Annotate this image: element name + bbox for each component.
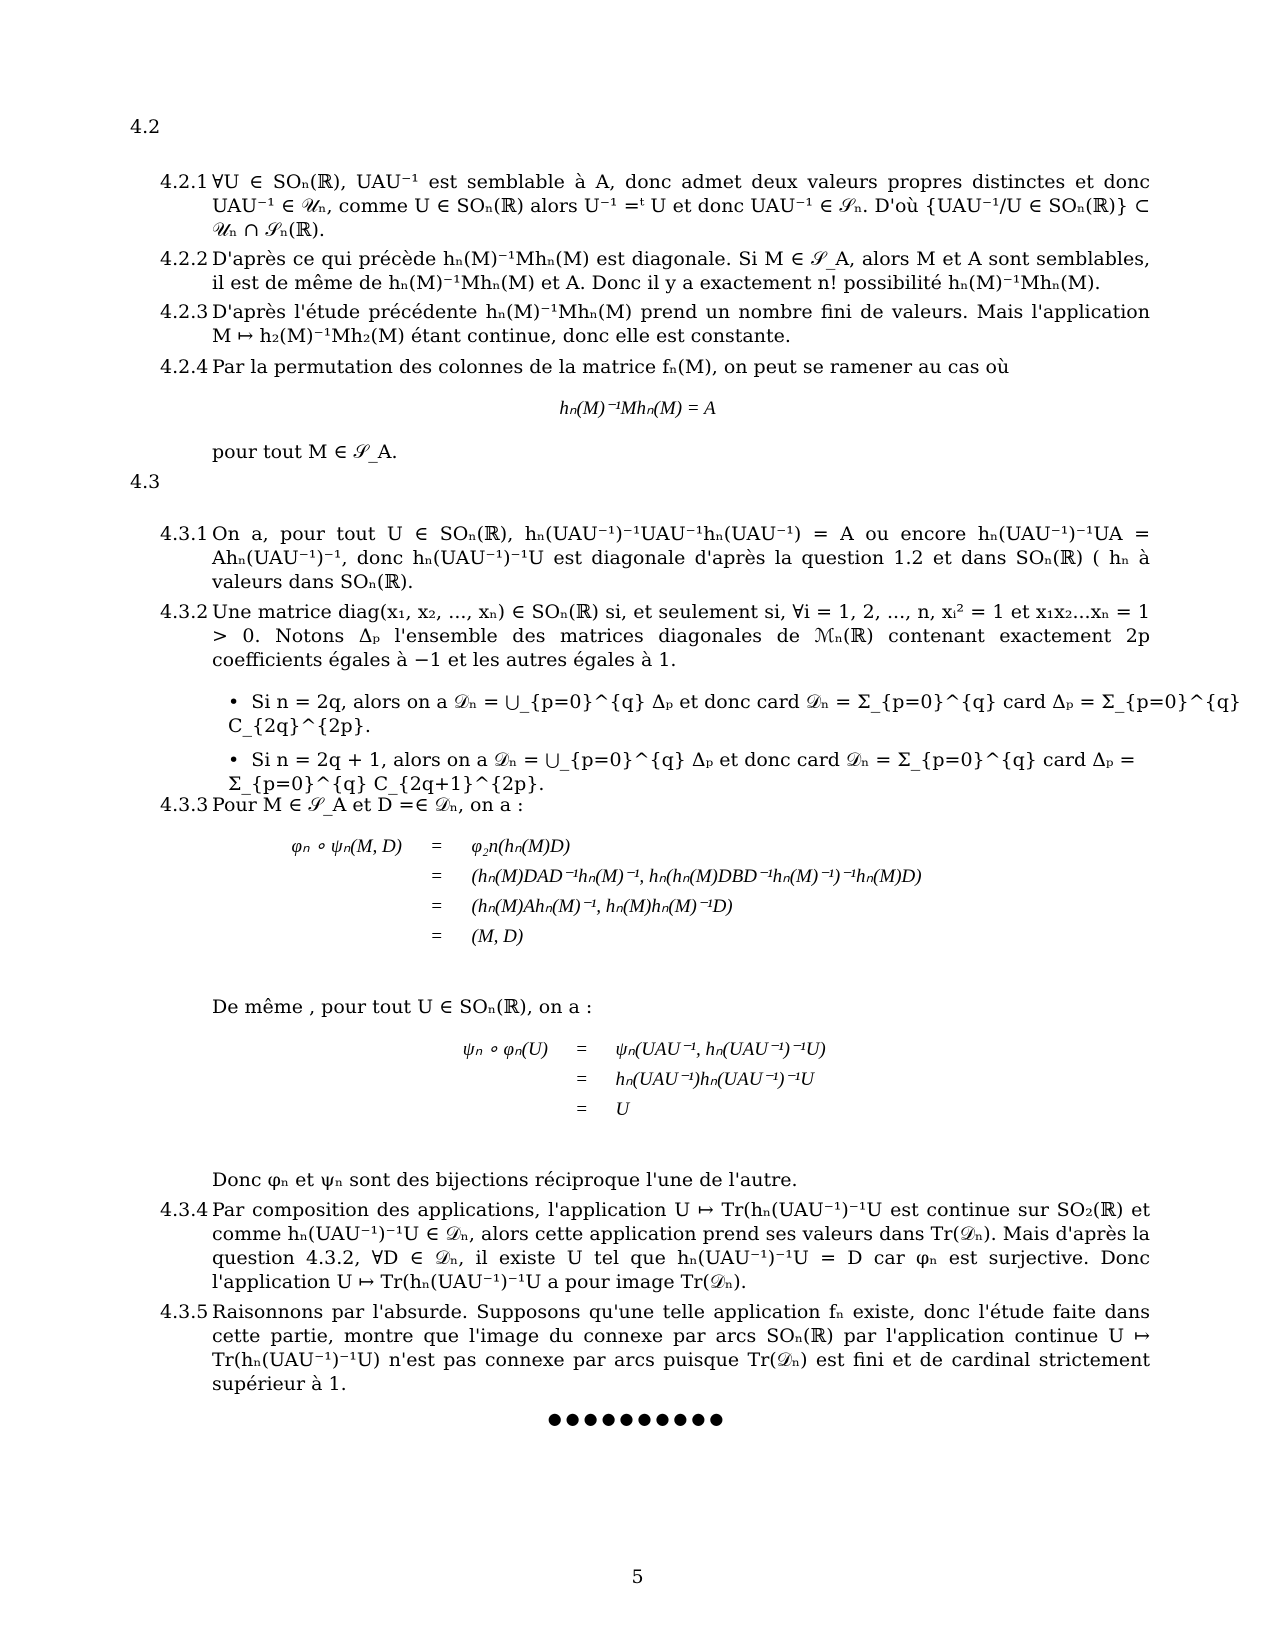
eq-row — [440, 1098, 629, 1122]
eq-sign: = — [576, 1069, 588, 1090]
item-number: 4.3.3 — [160, 794, 209, 816]
item-4-2-2 — [160, 247, 1150, 295]
item-number: 4.3.5 — [160, 1301, 209, 1323]
eq-rhs: (M, D) — [471, 926, 524, 947]
item-4-2-1 — [160, 170, 1150, 242]
bullet-icon: • — [228, 749, 252, 771]
item-mid-text: De même , pour tout U ∈ SOₙ(ℝ), on a : — [212, 996, 593, 1018]
eq-sign: = — [431, 926, 443, 947]
item-text: Pour M ∈ 𝒮_A et D =∈ 𝒟ₙ, on a : — [212, 794, 524, 816]
bullet-odd — [228, 748, 1275, 796]
item-text: D'après ce qui précède hₙ(M)⁻¹Mhₙ(M) est diagonale. Si M ∈ 𝒮_A, alors M et A sont semblables, il est de même de hₙ(M)⁻¹Mhₙ(M) et A. Donc il y a exactement n! possibilité hₙ(M)⁻¹Mhₙ(M). — [212, 248, 1150, 294]
item-4-3-4 — [160, 1198, 1150, 1294]
item-text: Une matrice diag(x₁, x₂, ..., xₙ) ∈ SOₙ(ℝ) si, et seulement si, ∀i = 1, 2, ..., n, xᵢ² = 1 et x₁x₂...xₙ = 1 > 0. Notons Δₚ l'ensemble des matrices diagonales de ℳₙ(ℝ) contenant exactement 2p coefficients égales à −1 et les autres égales à 1. — [212, 601, 1150, 671]
item-4-3-2 — [160, 600, 1150, 672]
eq-rhs: U — [615, 1099, 630, 1120]
item-4-3-1 — [160, 522, 1150, 594]
item-number: 4.2.4 — [160, 356, 209, 378]
item-number: 4.2.1 — [160, 171, 209, 193]
item-text: Par la permutation des colonnes de la matrice fₙ(M), on peut se ramener au cas où — [212, 356, 1010, 378]
item-text: On a, pour tout U ∈ SOₙ(ℝ), hₙ(UAU⁻¹)⁻¹UAU⁻¹hₙ(UAU⁻¹) = A ou encore hₙ(UAU⁻¹)⁻¹UA = Ahₙ(UAU⁻¹)⁻¹, donc hₙ(UAU⁻¹)⁻¹U est diagonale d'après la question 1.2 et dans SOₙ(ℝ) ( hₙ à valeurs dans SOₙ(ℝ). — [212, 523, 1150, 593]
eq-row — [440, 1068, 814, 1092]
display-equation: hₙ(M)⁻¹Mhₙ(M) = A — [559, 398, 716, 419]
item-end-text: Donc φₙ et ψₙ sont des bijections réciproque l'une de l'autre. — [212, 1169, 798, 1191]
eq-rhs: (hₙ(M)DAD⁻¹hₙ(M)⁻¹, hₙ(hₙ(M)DBD⁻¹hₙ(M)⁻¹)⁻¹hₙ(M)D) — [471, 866, 922, 887]
eq-rhs: φ₂n(hₙ(M)D) — [471, 836, 571, 857]
item-4-3-5 — [160, 1300, 1150, 1396]
eq-sign: = — [431, 896, 443, 917]
item-4-2-3 — [160, 300, 1150, 348]
eq-lhs: φₙ ∘ ψₙ(M, D) — [291, 836, 402, 857]
eq-rhs: ψₙ(UAU⁻¹, hₙ(UAU⁻¹)⁻¹U) — [615, 1039, 826, 1060]
item-number: 4.3.1 — [160, 523, 209, 545]
eq-row — [440, 1038, 826, 1062]
eq-rhs: (hₙ(M)Ahₙ(M)⁻¹, hₙ(M)hₙ(M)⁻¹D) — [471, 896, 733, 917]
item-number: 4.2.2 — [160, 248, 209, 270]
eq-lhs: ψₙ ∘ φₙ(U) — [462, 1039, 548, 1060]
item-number: 4.2.3 — [160, 301, 209, 323]
bullet-text: Si n = 2q + 1, alors on a 𝒟ₙ = ⋃_{p=0}^{q} Δₚ et donc card 𝒟ₙ = Σ_{p=0}^{q} card Δₚ = Σ_{p=0}^{q} C_{2q+1}^{2p}. — [228, 749, 1136, 795]
item-4-2-4 — [160, 355, 1150, 379]
eq-row — [272, 865, 922, 889]
bullet-icon: • — [228, 691, 252, 713]
item-number: 4.3.4 — [160, 1199, 209, 1221]
bullet-text: Si n = 2q, alors on a 𝒟ₙ = ⋃_{p=0}^{q} Δₚ et donc card 𝒟ₙ = Σ_{p=0}^{q} card Δₚ = Σ_{p=0}^{q} C_{2q}^{2p}. — [228, 691, 1241, 737]
item-after-text: pour tout M ∈ 𝒮_A. — [212, 441, 398, 463]
section-separator: ●●●●●●●●●● — [547, 1409, 728, 1428]
page-number: 5 — [631, 1566, 644, 1588]
eq-sign: = — [576, 1039, 588, 1060]
eq-row — [272, 895, 733, 919]
item-text: Raisonnons par l'absurde. Supposons qu'une telle application fₙ existe, donc l'étude faite dans cette partie, montre que l'image du connexe par arcs SOₙ(ℝ) par l'application continue U ↦ Tr(hₙ(UAU⁻¹)⁻¹U) n'est pas connexe par arcs puisque Tr(𝒟ₙ) est fini et de cardinal strictement supérieur à 1. — [212, 1301, 1150, 1395]
item-text: ∀U ∈ SOₙ(ℝ), UAU⁻¹ est semblable à A, donc admet deux valeurs propres distinctes et donc UAU⁻¹ ∈ 𝒰ₙ, comme U ∈ SOₙ(ℝ) alors U⁻¹ =ᵗ U et donc UAU⁻¹ ∈ 𝒮ₙ. D'où {UAU⁻¹/U ∈ SOₙ(ℝ)} ⊂ 𝒰ₙ ∩ 𝒮ₙ(ℝ). — [212, 171, 1150, 241]
eq-row — [272, 835, 570, 859]
item-4-3-3 — [160, 793, 1150, 817]
eq-row — [272, 925, 523, 949]
eq-rhs: hₙ(UAU⁻¹)hₙ(UAU⁻¹)⁻¹U — [615, 1069, 814, 1090]
eq-sign: = — [576, 1099, 588, 1120]
item-text: D'après l'étude précédente hₙ(M)⁻¹Mhₙ(M) prend un nombre fini de valeurs. Mais l'application M ↦ h₂(M)⁻¹Mh₂(M) étant continue, donc elle est constante. — [212, 301, 1150, 347]
section-4-3: 4.3 — [130, 471, 161, 493]
item-text: Par composition des applications, l'application U ↦ Tr(hₙ(UAU⁻¹)⁻¹U est continue sur SO₂(ℝ) et comme hₙ(UAU⁻¹)⁻¹U ∈ 𝒟ₙ, alors cette application prend ses valeurs dans Tr(𝒟ₙ). Mais d'après la question 4.3.2, ∀D ∈ 𝒟ₙ, il existe U tel que hₙ(UAU⁻¹)⁻¹U = D car φₙ est surjective. Donc l'application U ↦ Tr(hₙ(UAU⁻¹)⁻¹U a pour image Tr(𝒟ₙ). — [212, 1199, 1150, 1293]
item-number: 4.3.2 — [160, 601, 209, 623]
eq-sign: = — [431, 866, 443, 887]
bullet-even — [228, 690, 1275, 738]
section-4-2: 4.2 — [130, 116, 161, 138]
eq-sign: = — [431, 836, 443, 857]
